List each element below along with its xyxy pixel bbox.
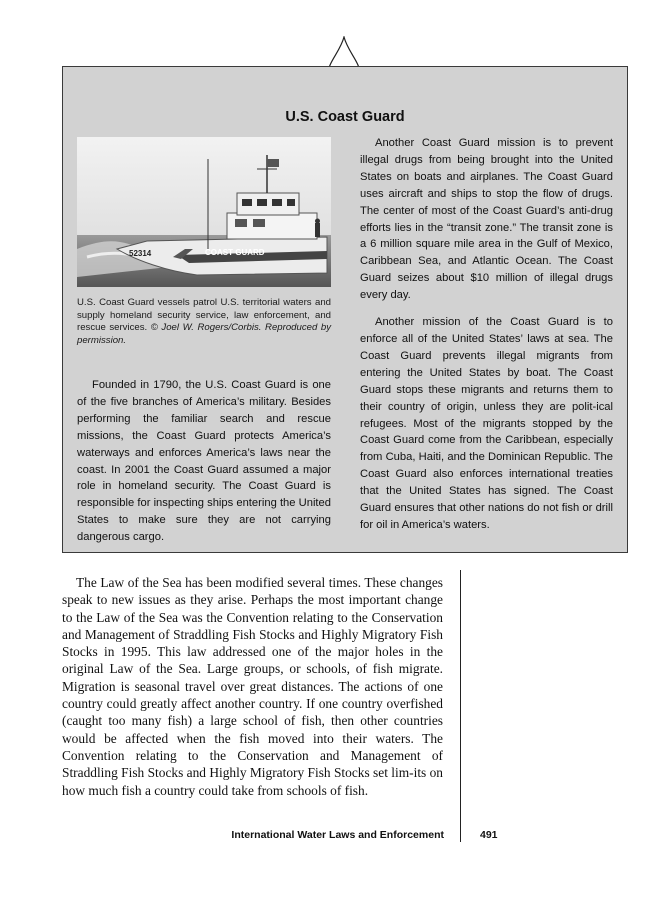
sidebar-title: U.S. Coast Guard: [285, 109, 405, 125]
sidebar-right-paragraph: Another Coast Guard mission is to prevent illegal drugs from being brought into the United States on boats and airplanes. The Coast Guard uses aircraft and ships to stop the flow of drugs. The center of most of the Coast Guard’s anti-drug efforts lies in the “transit zone.” The transit zone is a 6 million square mile area in the Gulf of Mexico, Caribbean Sea, and Atlantic Ocean. The Coast Guard seizes about $10 million of illegal drugs every day.: [360, 137, 613, 302]
hull-number: 52314: [129, 249, 152, 258]
running-footer-title: International Water Laws and Enforcement: [231, 829, 444, 841]
sidebar-right-column: [360, 135, 613, 544]
sidebar-right-paragraph: Another mission of the Coast Guard is to enforce all of the United States’ laws at sea. The Coast Guard prevents illegal migrants from entering the United States by boat. The Coast Guard stops these migrants and returns them to their country of origin, unless they are polit-ical refugees. Most of the migrants stopped by the Coast Guard come from the Caribbean, especially from Cuba, Haiti, and the Dominican Republic. The Coast Guard also enforces international treaties that the United States has signed. The Coast Guard ensures that other nations do not fish or drill for oil in America’s waters.: [360, 316, 613, 531]
caption-text: U.S. Coast Guard vessels patrol U.S. territorial waters and supply homeland security service, law enforcement, and rescue services.: [77, 297, 331, 334]
footer-divider: [460, 570, 461, 842]
sidebar-left-paragraph: Founded in 1790, the U.S. Coast Guard is one of the five branches of America’s military. Besides performing the familiar search and rescue missions, the Coast Guard protects America’s waterways and enforces America’s laws near the coast. In 2001 the Coast Guard assumed a major role in homeland security. The Coast Guard is responsible for inspecting ships entering the United States to make sure they are not carrying dangerous cargo.: [77, 379, 331, 544]
page-number: 491: [480, 829, 498, 841]
sidebar-box: [62, 66, 628, 553]
caption-credit: © Joel W. Rogers/Corbis. Reproduced by permission.: [77, 322, 331, 346]
photo-caption: [77, 297, 331, 347]
coast-guard-boat-photo: [77, 137, 331, 287]
body-paragraph: The Law of the Sea has been modified several times. These changes speak to new issues as they arise. Perhaps the most important change to the Law of the Sea was the Convention relating to the Conservation and Management of Straddling Fish Stocks and Highly Migratory Fish Stocks in 1995. This law addressed one of the major holes in the original Law of the Sea. Large groups, or schools, of fish migrate. Migration is seasonal travel over great distances. The actions of one country could greatly affect another country. If one country overfished (caught too many fish) a large school of fish, then other countries would be affected when the fish moved into their waters. The Convention relating to the Conservation and Management of Straddling Fish Stocks and Highly Migratory Fish Stocks set lim-its on how much fish a country could take from schools of fish.: [62, 575, 443, 798]
hull-label: COAST GUARD: [205, 248, 265, 257]
